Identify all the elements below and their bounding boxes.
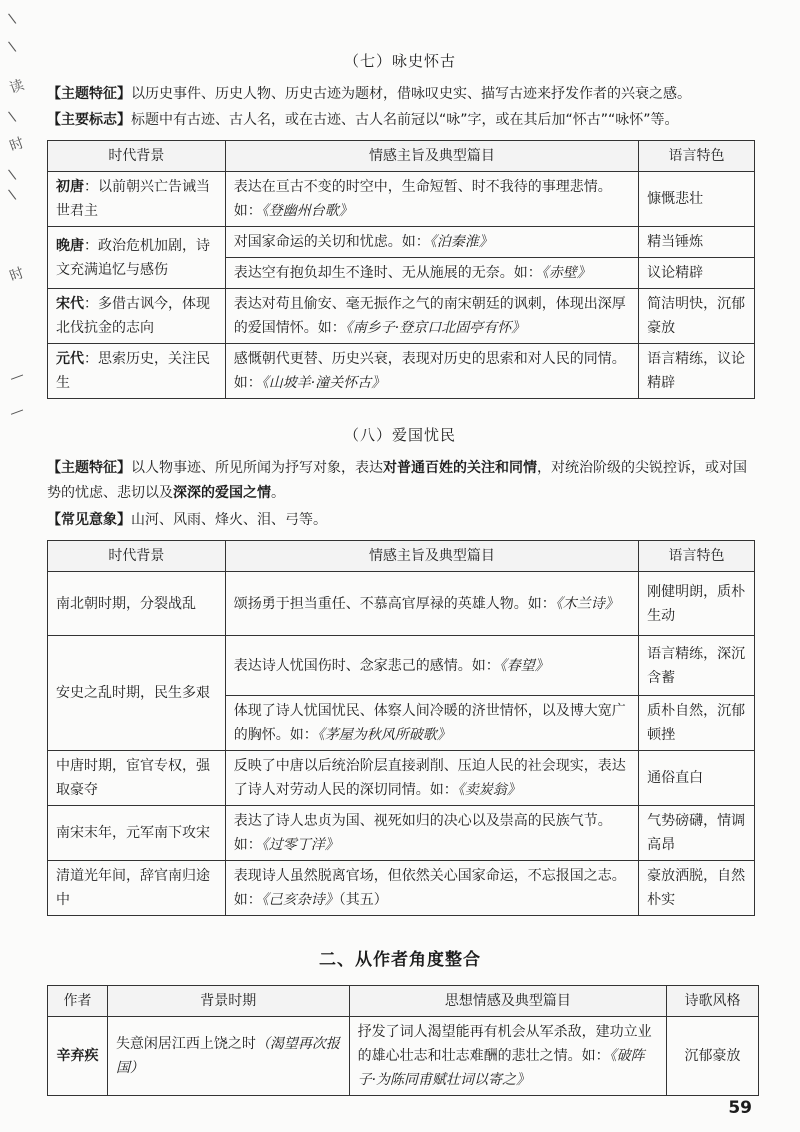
- style-cell: 沉郁豪放: [667, 1017, 759, 1096]
- margin-mark: —: [7, 367, 27, 387]
- table-row: [48, 289, 755, 344]
- section7-sign: [47, 108, 757, 133]
- section7-feature: [47, 82, 757, 107]
- header-emotion: 情感主旨及典型篇目: [225, 541, 638, 572]
- header-style: 诗歌风格: [667, 986, 759, 1017]
- language-cell: 语言精练，议论精辟: [639, 344, 755, 399]
- table-row: [48, 1017, 759, 1096]
- work-title: 《山坡羊·潼关怀古》: [261, 375, 386, 391]
- section8-images: [47, 508, 757, 533]
- era-bold: 宋代: [56, 296, 84, 312]
- section7-sign-text: 标题中有古迹、古人名，或在古迹、古人名前冠以“咏”字，或在其后加“怀古”“咏怀”等。: [131, 112, 679, 128]
- emotion-cell: [225, 861, 638, 916]
- table-header-row: [48, 986, 759, 1017]
- header-era: 时代背景: [48, 141, 226, 172]
- section8-feature-text-e: 。: [271, 485, 285, 501]
- margin-mark: \: [7, 108, 18, 126]
- era-bold: 初唐: [56, 179, 84, 195]
- work-title: 《赤壁》: [541, 265, 591, 281]
- work-title: 《己亥杂诗》: [261, 892, 339, 908]
- era-cell: 南宋末年，元军南下攻宋: [48, 806, 226, 861]
- work-suffix: （其五）: [338, 892, 388, 908]
- emotion-cell: [225, 806, 638, 861]
- work-title: 《春望》: [499, 657, 549, 674]
- header-era: 时代背景: [48, 541, 226, 572]
- emotion-text: 表达在亘古不变的时空中，生命短暂、时不我待的事理悲情。如：: [233, 179, 612, 219]
- part2-title: 二、从作者角度整合: [319, 950, 481, 970]
- section8-feature: [47, 456, 757, 506]
- language-cell: 气势磅礴，情调高昂: [639, 806, 755, 861]
- era-cell: [48, 227, 226, 289]
- emotion-cell: [225, 751, 638, 806]
- emotion-cell: [225, 227, 638, 258]
- language-cell: 通俗直白: [639, 751, 755, 806]
- language-cell: 刚健明朗，质朴生动: [639, 572, 755, 636]
- emotion-cell: [225, 636, 638, 696]
- language-cell: 语言精练，深沉含蓄: [639, 636, 755, 696]
- header-emotion: 思想情感及典型篇目: [349, 986, 667, 1017]
- header-emotion: 情感主旨及典型篇目: [225, 141, 638, 172]
- table-row: [48, 572, 755, 636]
- section7-feature-label: 【主题特征】: [47, 86, 131, 102]
- era-rest: ：政治危机加剧，诗文充满追忆与感伤: [56, 237, 210, 278]
- era-rest: ：以前朝兴亡告诫当世君主: [56, 179, 210, 219]
- work-title: 《南乡子·登京口北固亭有怀》: [345, 320, 526, 336]
- page-number: 59: [728, 1098, 752, 1118]
- section7-title: （七）咏史怀古: [343, 52, 456, 70]
- language-cell: 豪放洒脱，自然朴实: [639, 861, 755, 916]
- emotion-cell: [225, 172, 638, 227]
- table-row: [48, 636, 755, 696]
- table-row: [48, 861, 755, 916]
- table-row: [48, 344, 755, 399]
- work-title: 《泊秦淮》: [429, 234, 493, 250]
- header-language: 语言特色: [639, 141, 755, 172]
- emotion-text: 表达对苟且偷安、毫无振作之气的南宋朝廷的讽刺，体现出深厚的爱国情怀。如：: [233, 296, 626, 336]
- language-cell: 质朴自然，沉郁顿挫: [639, 696, 755, 751]
- emotion-text: 表现诗人虽然脱离官场，但依然关心国家命运，不忘报国之志。如：: [233, 868, 626, 908]
- emotion-text: 体现了诗人忧国忧民、体察人间冷暖的济世情怀，以及博大宽广的胸怀。如：: [233, 703, 626, 743]
- table-header-row: [48, 541, 755, 572]
- work-title: 《茅屋为秋风所破歌》: [317, 727, 451, 743]
- emotion-text: 表达空有抱负却生不逢时、无从施展的无奈。如：: [233, 265, 542, 281]
- emotion-text: 感慨朝代更替、历史兴衰，表现对历史的思索和对人民的同情。如：: [233, 351, 626, 391]
- work-title: 《卖炭翁》: [457, 782, 521, 798]
- section8-feature-text-a: 以人物事迹、所见所闻为抒写对象，表达: [131, 460, 383, 476]
- era-cell: 安史之乱时期，民生多艰: [48, 636, 226, 751]
- table-header-row: [48, 141, 755, 172]
- era-bold: 元代: [56, 351, 84, 367]
- emotion-text: 对国家命运的关切和忧虑。如：: [233, 234, 430, 250]
- era-cell: 清道光年间，辞官南归途中: [48, 861, 226, 916]
- emotion-text: 表达了诗人忠贞为国、视死如归的决心以及崇高的民族气节。如：: [233, 813, 612, 853]
- author-table: [47, 985, 759, 1096]
- era-bold: 晚唐: [56, 237, 84, 254]
- era-cell: 南北朝时期，分裂战乱: [48, 572, 226, 636]
- period-note: （渴望再次报国）: [115, 1036, 340, 1076]
- margin-mark: \: [7, 166, 18, 184]
- margin-mark: 时: [7, 135, 27, 155]
- table-row: [48, 227, 755, 258]
- work-title: 《过零丁洋》: [261, 837, 339, 853]
- period-cell: [107, 1017, 349, 1096]
- language-cell: 简洁明快，沉郁豪放: [639, 289, 755, 344]
- section7-sign-label: 【主要标志】: [47, 112, 131, 128]
- era-cell: [48, 172, 226, 227]
- header-period: 背景时期: [107, 986, 349, 1017]
- emotion-text: 抒发了词人渴望能再有机会从军杀敌，建功立业的雄心壮志和壮志难酬的悲壮之情。如：: [357, 1024, 652, 1064]
- work-title: 《登幽州台歌》: [261, 203, 353, 219]
- emotion-text: 表达诗人忧国伤时、念家悲己的感情。如：: [233, 657, 500, 674]
- emotion-cell: [225, 344, 638, 399]
- header-author: 作者: [48, 986, 108, 1017]
- section8-feature-label: 【主题特征】: [47, 460, 131, 476]
- margin-mark: \: [7, 186, 18, 204]
- emotion-text: 反映了中唐以后统治阶层直接剥削、压迫人民的社会现实，表达了诗人对劳动人民的深切同情。如：: [233, 758, 626, 798]
- language-cell: 议论精辟: [639, 258, 755, 289]
- header-language: 语言特色: [639, 541, 755, 572]
- section8-image-text: 山河、风雨、烽火、泪、弓等。: [131, 512, 327, 528]
- emotion-cell: [225, 572, 638, 636]
- section7-feature-text: 以历史事件、历史人物、历史古迹为题材，借咏叹史实、描写古迹来抒发作者的兴衰之感。: [131, 86, 691, 102]
- section8-feature-emph-d: 深深的爱国之情: [173, 485, 271, 501]
- era-cell: 中唐时期，宦官专权，强取豪夺: [48, 751, 226, 806]
- section8-table: [47, 540, 755, 916]
- section8-image-label: 【常见意象】: [47, 512, 131, 528]
- margin-mark: 读: [7, 77, 27, 97]
- section7-table: [47, 140, 755, 399]
- section8-title: （八）爱国忧民: [343, 426, 456, 444]
- era-rest: ：多借古讽今，体现北伐抗金的志向: [56, 296, 210, 336]
- language-cell: 慷慨悲壮: [639, 172, 755, 227]
- section8-feature-emph-b: 对普通百姓的关注和同情: [383, 460, 537, 476]
- emotion-cell: [225, 258, 638, 289]
- table-row: [48, 751, 755, 806]
- work-title: 《破阵子·为陈同甫赋壮词以寄之》: [357, 1048, 645, 1088]
- table-row: [48, 806, 755, 861]
- emotion-cell: [349, 1017, 667, 1096]
- era-cell: [48, 344, 226, 399]
- era-cell: [48, 289, 226, 344]
- margin-mark: \: [7, 38, 18, 56]
- period-text: 失意闲居江西上饶之时: [115, 1036, 256, 1052]
- work-title: 《木兰诗》: [555, 595, 619, 612]
- emotion-text: 颂扬勇于担当重任、不慕高官厚禄的英雄人物。如：: [233, 595, 556, 612]
- section8-feature-text-c: ，对统治阶级的尖锐控诉，或对国势的忧虑、悲切以及: [47, 460, 747, 501]
- era-rest: ：思索历史，关注民生: [56, 351, 210, 391]
- language-cell: 精当锤炼: [639, 227, 755, 258]
- table-row: [48, 172, 755, 227]
- emotion-cell: [225, 289, 638, 344]
- author-cell: 辛弃疾: [48, 1017, 108, 1096]
- margin-mark: 时: [7, 265, 27, 285]
- margin-mark: \: [7, 10, 18, 28]
- margin-mark: —: [7, 402, 27, 422]
- emotion-cell: [225, 696, 638, 751]
